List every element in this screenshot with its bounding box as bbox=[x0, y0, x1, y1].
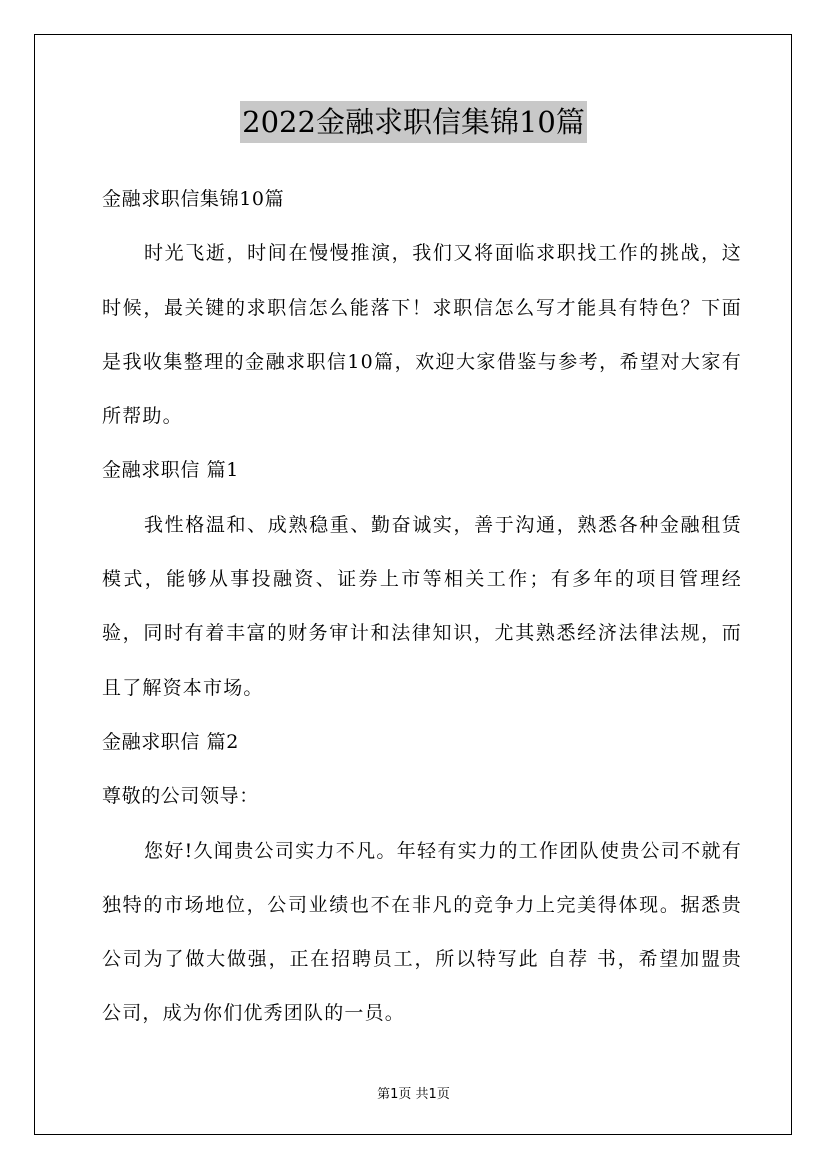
document-body bbox=[102, 172, 742, 1041]
document-title: 2022金融求职信集锦10篇 bbox=[240, 101, 587, 143]
section-1-heading: 金融求职信 篇1 bbox=[102, 459, 239, 482]
section-1-paragraph: 我性格温和、成熟稳重、勤奋诚实，善于沟通，熟悉各种金融租赁模式，能够从事投融资、证券上市等相关工作；有多年的项目管理经验，同时有着丰富的财务审计和法律知识，尤其熟悉经济法律法规，而且了解资本市场。 bbox=[102, 513, 742, 699]
document-subtitle: 金融求职信集锦10篇 bbox=[102, 188, 285, 210]
title-container bbox=[0, 101, 827, 143]
intro-paragraph: 时光飞逝，时间在慢慢推演，我们又将面临求职找工作的挑战，这时候，最关键的求职信怎么能落下！求职信怎么写才能具有特色？下面是我收集整理的金融求职信10篇，欢迎大家借鉴与参考，希望对大家有所帮助。 bbox=[102, 242, 742, 428]
section-2-paragraph: 您好!久闻贵公司实力不凡。年轻有实力的工作团队使贵公司不就有独特的市场地位，公司业绩也不在非凡的竞争力上完美得体现。据悉贵公司为了做大做强，正在招聘员工，所以特写此 自荐 书，希望加盟贵公司，成为你们优秀团队的一员。 bbox=[102, 839, 742, 1025]
page-number-footer: 第1页 共1页 bbox=[377, 1087, 450, 1102]
section-2-heading: 金融求职信 篇2 bbox=[102, 730, 239, 753]
section-2-salutation: 尊敬的公司领导： bbox=[102, 785, 259, 808]
